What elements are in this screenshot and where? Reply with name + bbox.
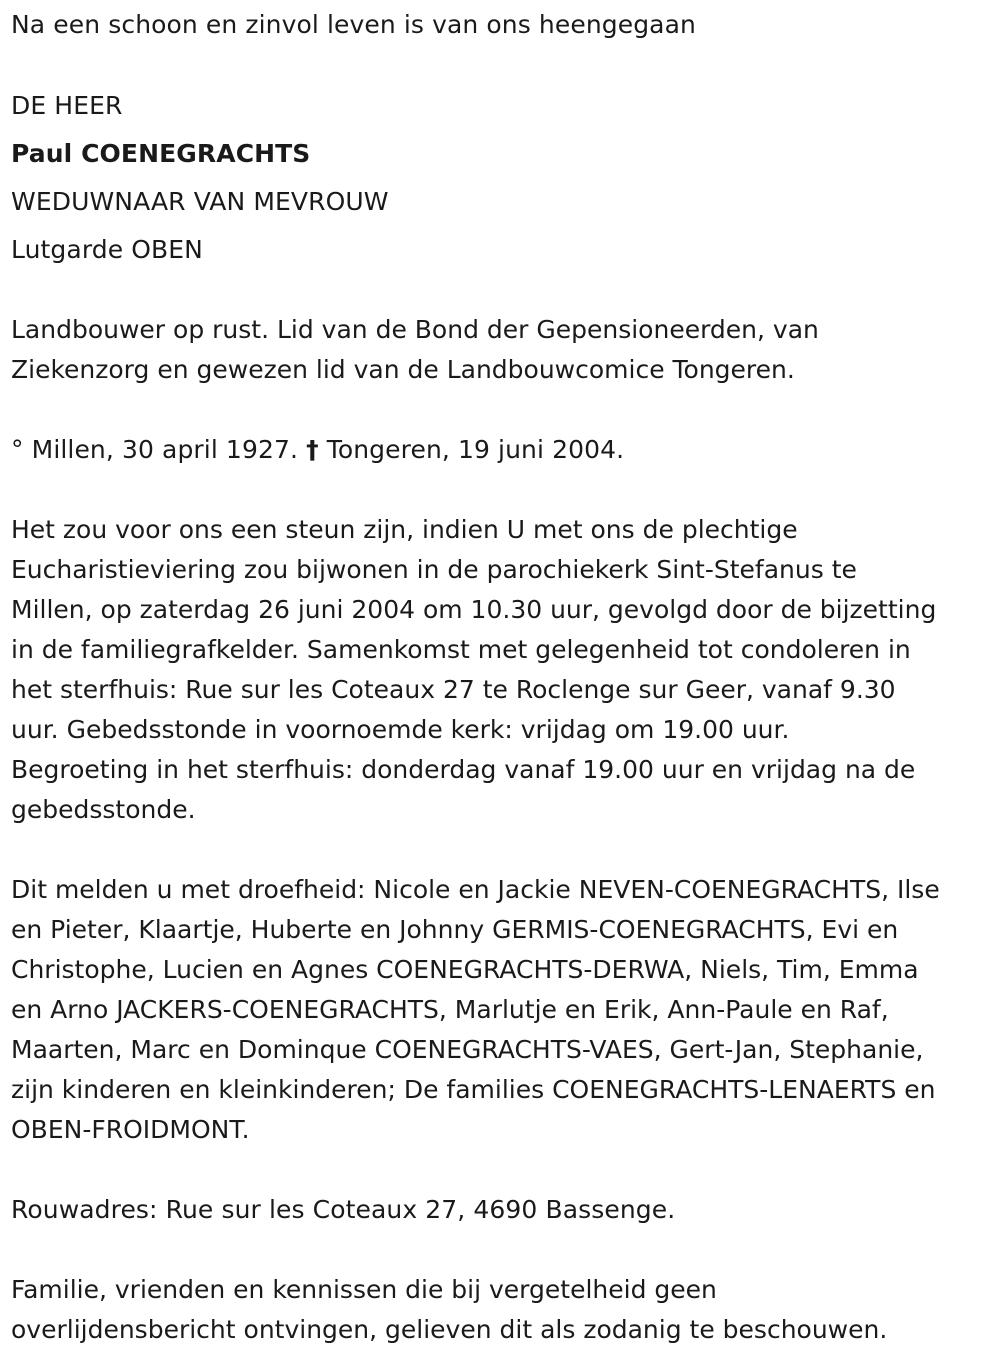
service-line: Het zou voor ons een steun zijn, indien U met ons de plechtige bbox=[11, 515, 798, 544]
family-paragraph bbox=[11, 870, 993, 1150]
bio-paragraph bbox=[11, 310, 993, 390]
family-line: Maarten, Marc en Dominque COENEGRACHTS-VAES, Gert-Jan, Stephanie, bbox=[11, 1035, 924, 1064]
service-paragraph bbox=[11, 510, 993, 830]
life-dates bbox=[11, 430, 624, 470]
service-line: het sterfhuis: Rue sur les Coteaux 27 te Roclenge sur Geer, vanaf 9.30 bbox=[11, 675, 896, 704]
family-line: Christophe, Lucien en Agnes COENEGRACHTS-DERWA, Niels, Tim, Emma bbox=[11, 955, 919, 984]
service-line: Millen, op zaterdag 26 juni 2004 om 10.30 uur, gevolgd door de bijzetting bbox=[11, 595, 937, 624]
bio-line: Ziekenzorg en gewezen lid van de Landbouwcomice Tongeren. bbox=[11, 355, 795, 384]
family-line: en Arno JACKERS-COENEGRACHTS, Marlutje en Erik, Ann-Paule en Raf, bbox=[11, 995, 889, 1024]
family-line: Dit melden u met droefheid: Nicole en Jackie NEVEN-COENEGRACHTS, Ilse bbox=[11, 875, 940, 904]
mourning-address: Rouwadres: Rue sur les Coteaux 27, 4690 Bassenge. bbox=[11, 1195, 676, 1224]
title-prefix: DE HEER bbox=[11, 91, 123, 120]
service-line: Begroeting in het sterfhuis: donderdag vanaf 19.00 uur en vrijdag na de bbox=[11, 755, 916, 784]
service-line: Eucharistieviering zou bijwonen in de parochiekerk Sint-Stefanus te bbox=[11, 555, 857, 584]
family-line: en Pieter, Klaartje, Huberte en Johnny GERMIS-COENEGRACHTS, Evi en bbox=[11, 915, 899, 944]
relation-label: WEDUWNAAR VAN MEVROUW bbox=[11, 187, 389, 216]
closing-paragraph bbox=[11, 1270, 993, 1350]
family-line: OBEN-FROIDMONT. bbox=[11, 1115, 250, 1144]
service-line: uur. Gebedsstonde in voornoemde kerk: vrijdag om 19.00 uur. bbox=[11, 715, 790, 744]
intro-text: Na een schoon en zinvol leven is van ons heengegaan bbox=[11, 10, 696, 39]
closing-line: overlijdensbericht ontvingen, gelieven dit als zodanig te beschouwen. bbox=[11, 1315, 888, 1344]
spouse-name: Lutgarde OBEN bbox=[11, 235, 203, 264]
cross-icon: † bbox=[306, 435, 319, 464]
closing-line: Familie, vrienden en kennissen die bij vergetelheid geen bbox=[11, 1275, 717, 1304]
birth-date: ° Millen, 30 april 1927. bbox=[11, 435, 299, 464]
bio-line: Landbouwer op rust. Lid van de Bond der Gepensioneerden, van bbox=[11, 315, 819, 344]
deceased-name: Paul COENEGRACHTS bbox=[11, 139, 311, 168]
service-line: gebedsstonde. bbox=[11, 795, 196, 824]
death-date: Tongeren, 19 juni 2004. bbox=[326, 435, 625, 464]
service-line: in de familiegrafkelder. Samenkomst met gelegenheid tot condoleren in bbox=[11, 635, 911, 664]
family-line: zijn kinderen en kleinkinderen; De families COENEGRACHTS-LENAERTS en bbox=[11, 1075, 936, 1104]
